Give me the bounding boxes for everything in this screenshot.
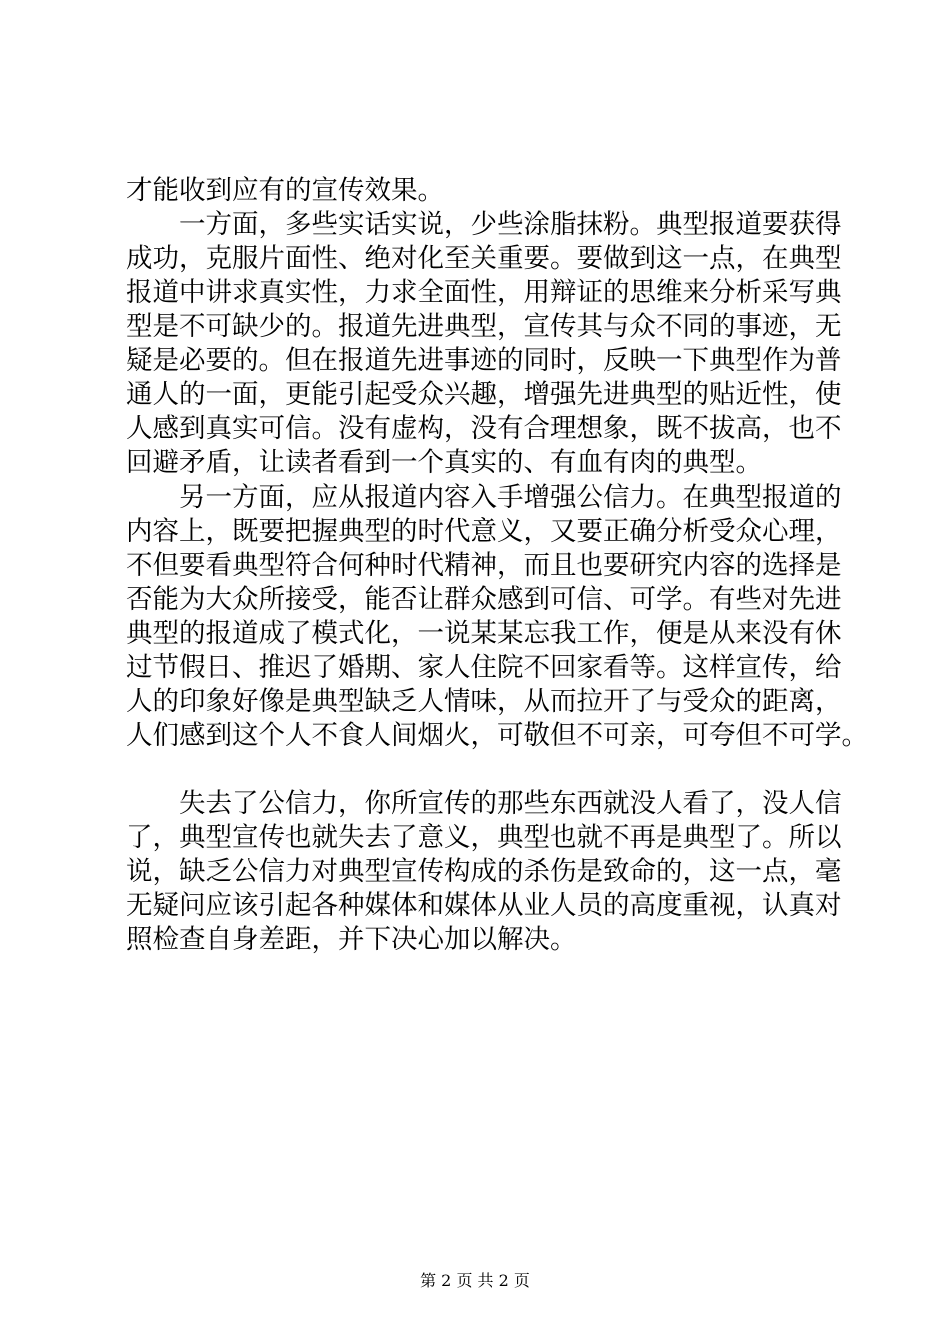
text-line: 型是不可缺少的。报道先进典型，宣传其与众不同的事迹，无 (126, 311, 842, 342)
text-line: 典型的报道成了模式化，一说某某忘我工作，便是从来没有休 (126, 618, 842, 649)
text-line: 不但要看典型符合何种时代精神，而且也要研究内容的选择是 (126, 550, 842, 581)
text-line: 无疑问应该引起各种媒体和媒体从业人员的高度重视，认真对 (126, 890, 842, 921)
text-line: 才能收到应有的宣传效果。 (126, 175, 444, 206)
text-line: 人的印象好像是典型缺乏人情味，从而拉开了与受众的距离， (126, 686, 842, 717)
text-line: 否能为大众所接受，能否让群众感到可信、可学。有些对先进 (126, 584, 842, 615)
text-line: 过节假日、推迟了婚期、家人住院不回家看等。这样宣传，给 (126, 652, 842, 683)
text-line: 人感到真实可信。没有虚构，没有合理想象，既不拔高，也不 (126, 413, 842, 444)
text-line: 回避矛盾，让读者看到一个真实的、有血有肉的典型。 (126, 447, 762, 478)
paragraph-first-line: 一方面，多些实话实说，少些涂脂抹粉。典型报道要获得 (179, 209, 842, 240)
text-line: 人们感到这个人不食人间烟火，可敬但不可亲，可夸但不可学。 (126, 720, 868, 751)
text-line: 成功，克服片面性、绝对化至关重要。要做到这一点，在典型 (126, 243, 842, 274)
paragraph-first-line: 失去了公信力，你所宣传的那些东西就没人看了，没人信 (179, 788, 842, 819)
text-line: 疑是必要的。但在报道先进事迹的同时，反映一下典型作为普 (126, 345, 842, 376)
text-line: 通人的一面，更能引起受众兴趣，增强先进典型的贴近性，使 (126, 379, 842, 410)
text-line: 内容上，既要把握典型的时代意义，又要正确分析受众心理， (126, 516, 842, 547)
text-line: 照检查自身差距，并下决心加以解决。 (126, 924, 577, 955)
text-line: 报道中讲求真实性，力求全面性，用辩证的思维来分析采写典 (126, 277, 842, 308)
page-number-footer: 第 2 页 共 2 页 (420, 1271, 530, 1290)
text-line: 了，典型宣传也就失去了意义，典型也就不再是典型了。所以 (126, 822, 842, 853)
paragraph-first-line: 另一方面，应从报道内容入手增强公信力。在典型报道的 (179, 482, 842, 513)
text-line: 说，缺乏公信力对典型宣传构成的杀伤是致命的，这一点，毫 (126, 856, 842, 887)
